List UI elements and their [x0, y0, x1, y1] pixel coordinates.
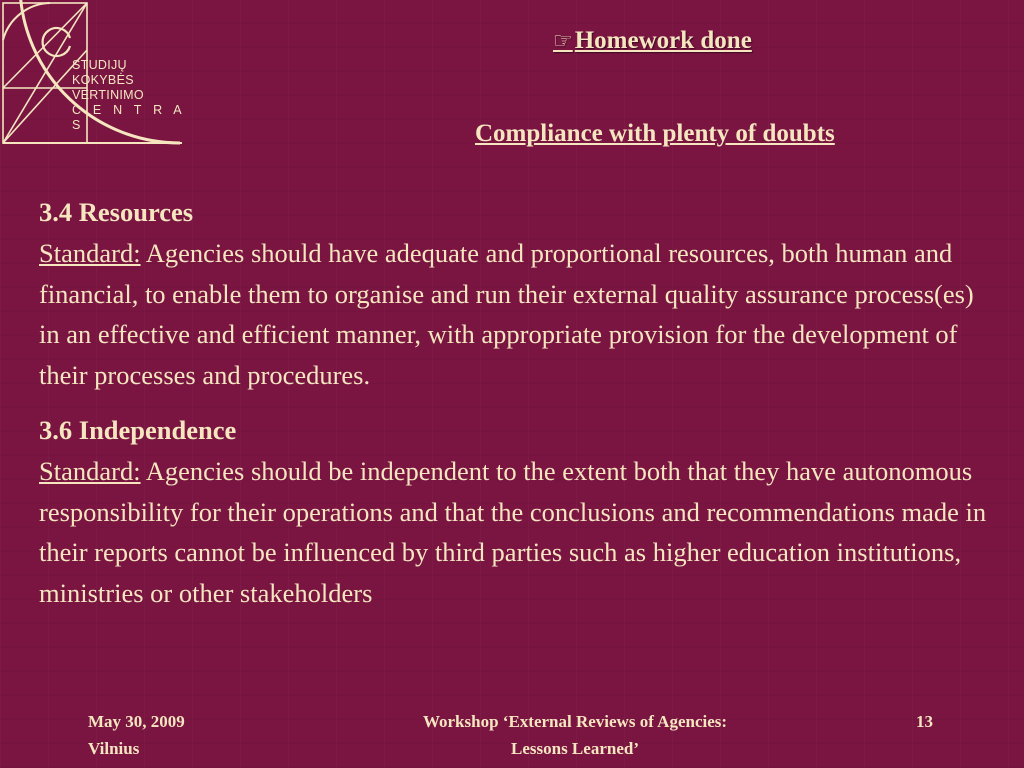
logo-line-2: KOKYBĖS: [72, 73, 134, 87]
standard-text: Agencies should have adequate and proportional resources, both human and financial, to enable them to organise and run their external quality assurance process(es) in an effective and efficient manner, with appropriate provision for the development of their processes and procedures.: [39, 237, 974, 391]
section-body: [39, 233, 989, 396]
standard-text: Agencies should be independent to the extent both that they have autonomous responsibility for their operations and that the conclusions and recommendations made in their reports cannot be influenced by third parties such as higher education institutions, ministries or other stakeholders: [39, 455, 987, 609]
section-independence: [39, 410, 989, 614]
section-heading: 3.6 Independence: [39, 414, 237, 445]
footer-place: Vilnius: [88, 739, 140, 758]
slide-subtitle: Compliance with plenty of doubts: [475, 120, 835, 147]
header-title: Homework done: [574, 27, 752, 54]
footer-workshop-line-2: Lessons Learned’: [511, 739, 639, 758]
agency-logo: [0, 0, 200, 150]
logo-text: [72, 58, 200, 133]
section-body: [39, 451, 989, 614]
section-heading: 3.4 Resources: [39, 197, 194, 227]
footer-workshop-line-1: Workshop ‘External Reviews of Agencies:: [422, 712, 728, 731]
logo-line-3: VERTINIMO: [72, 88, 144, 102]
footer-date: May 30, 2009: [88, 712, 185, 731]
logo-line-4: C E N T R A S: [72, 103, 186, 132]
page-number: 13: [916, 712, 933, 731]
footer-date-place: [88, 708, 185, 762]
standard-label: Standard:: [39, 455, 141, 486]
slide-footer: [0, 708, 1024, 768]
pointing-hand-icon: ☞: [553, 29, 573, 54]
footer-workshop: [340, 708, 810, 762]
slide-content: [39, 192, 989, 614]
header-note: [553, 27, 752, 55]
section-resources: [39, 192, 989, 396]
standard-label: Standard:: [39, 237, 141, 268]
logo-line-1: STUDIJŲ: [72, 58, 127, 72]
